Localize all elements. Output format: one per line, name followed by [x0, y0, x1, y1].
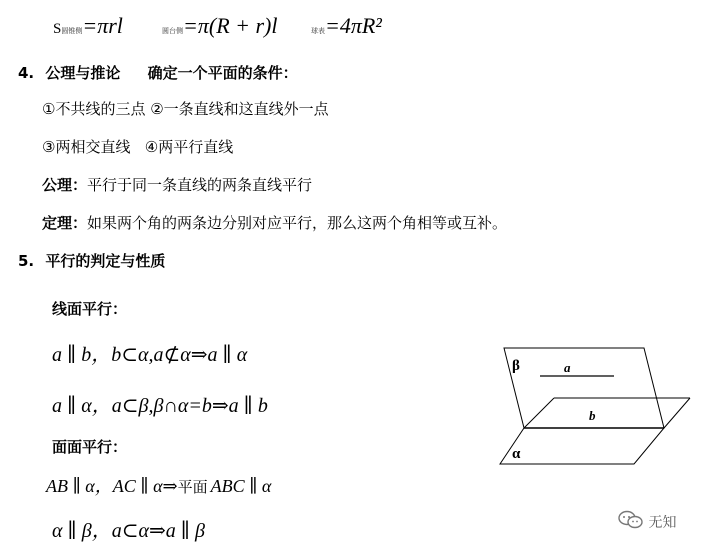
- formula-lateral-cone: S圆锥侧=πrl: [53, 13, 123, 38]
- section5-heading: 5. 平行的判定与性质: [18, 252, 166, 270]
- label-alpha: α: [512, 446, 521, 462]
- plane-alpha-left-edge: [524, 398, 554, 428]
- line-plane-property: a ∥ α，a⊂β,β∩α=b⇒a ∥ b: [52, 395, 268, 417]
- watermark-text: 无知: [648, 515, 677, 531]
- section4-heading: 4. 公理与推论 确定一个平面的条件：: [18, 64, 298, 82]
- formula-sphere-surface: 球表=4πR²: [311, 13, 382, 38]
- plane-beta: [504, 348, 664, 428]
- condition-line-1: ①不共线的三点 ②一条直线和这直线外一点: [42, 100, 329, 118]
- axiom: 公理：平行于同一条直线的两条直线平行: [42, 176, 313, 194]
- line-plane-label: 线面平行：: [52, 300, 128, 318]
- plane-plane-property: α ∥ β，a⊂α⇒a ∥ β: [52, 520, 205, 542]
- plane-plane-label: 面面平行：: [52, 438, 128, 456]
- line-plane-criterion: a ∥ b，b⊂α,a⊄α⇒a ∥ α: [52, 344, 248, 366]
- wechat-icon: [618, 510, 644, 534]
- theorem: 定理：如果两个角的两条边分别对应平行，那么这两个角相等或互补。: [42, 214, 508, 232]
- condition-line-2: ③两相交直线 ④两平行直线: [42, 138, 234, 156]
- plane-alpha: [500, 428, 664, 464]
- formula-lateral-frustum: 圆台侧=π(R + r)l: [162, 13, 278, 38]
- planes-diagram: [494, 340, 694, 470]
- label-beta: β: [512, 358, 520, 374]
- label-a: a: [564, 360, 571, 375]
- label-b: b: [589, 408, 596, 423]
- plane-plane-criterion: AB ∥ α，AC ∥ α⇒平面 ABC ∥ α: [46, 476, 272, 496]
- watermark: [618, 510, 676, 534]
- plane-alpha-right-edge: [664, 398, 690, 428]
